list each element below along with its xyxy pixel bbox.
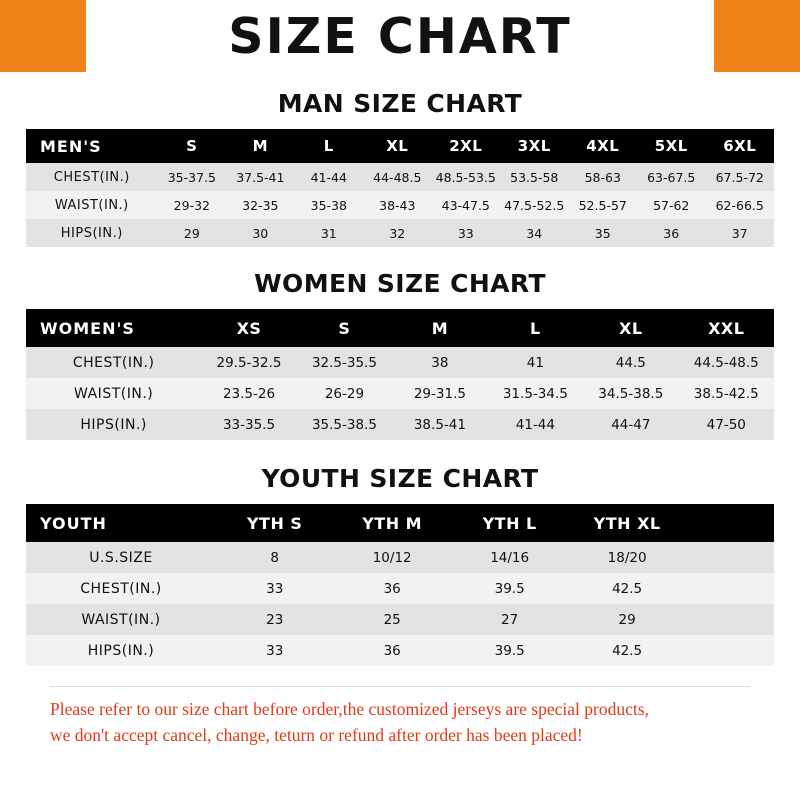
women-chest-xxl: 44.5-48.5: [693, 354, 759, 371]
women-header-m: M: [431, 318, 449, 338]
youth-header-yth-l: YTH L: [482, 513, 537, 533]
women-header-xl: XL: [619, 318, 643, 338]
men-header-2xl: 2XL: [449, 137, 483, 155]
men-table-body: [26, 163, 774, 247]
women-hips-xxl: 47-50: [706, 416, 746, 433]
men-hips-l: 31: [320, 225, 337, 241]
men-hips-3xl: 34: [526, 225, 543, 241]
men-header-label: MEN'S: [40, 136, 102, 156]
header-accent-right: [714, 0, 800, 72]
table-header-row: [26, 504, 774, 542]
youth-ussize-m: 10/12: [372, 549, 412, 566]
men-waist-s: 29-32: [173, 197, 210, 213]
men-waist-2xl: 43-47.5: [441, 197, 490, 213]
men-header-m: M: [252, 137, 269, 155]
men-hips-xl: 32: [389, 225, 406, 241]
youth-chest-m: 36: [383, 580, 401, 597]
youth-header-yth-xl: YTH XL: [593, 513, 661, 533]
women-hips-xs: 33-35.5: [222, 416, 276, 433]
men-header-3xl: 3XL: [517, 137, 551, 155]
men-hips-2xl: 33: [457, 225, 474, 241]
youth-waist-l: 27: [501, 611, 519, 628]
men-hips-6xl: 37: [731, 225, 748, 241]
youth-header-yth-s: YTH S: [246, 513, 303, 533]
men-chest-2xl: 48.5-53.5: [435, 169, 496, 185]
women-table-body: [26, 347, 774, 440]
table-row: [26, 191, 774, 219]
men-hips-s: 29: [183, 225, 200, 241]
content: [0, 72, 800, 800]
youth-row-spacer: [686, 604, 774, 635]
men-waist-5xl: 57-62: [653, 197, 690, 213]
women-waist-m: 29-31.5: [413, 385, 466, 402]
table-row: [26, 604, 774, 635]
women-header-l: L: [530, 318, 541, 338]
women-waist-s: 26-29: [324, 385, 365, 402]
table-row: [26, 163, 774, 191]
page-title: SIZE CHART: [228, 7, 572, 65]
women-chest-l: 41: [526, 354, 544, 371]
men-hips-m: 30: [252, 225, 269, 241]
youth-row-label-hips: HIPS(IN.): [87, 642, 155, 659]
women-chest-m: 38: [431, 354, 449, 371]
table-row: [26, 635, 774, 666]
youth-hips-xl: 42.5: [612, 642, 643, 659]
men-chest-s: 35-37.5: [167, 169, 216, 185]
men-row-label-hips: HIPS(IN.): [60, 225, 123, 241]
youth-chest-l: 39.5: [494, 580, 525, 597]
men-header-s: S: [186, 137, 198, 155]
men-hips-4xl: 35: [594, 225, 611, 241]
men-waist-m: 32-35: [242, 197, 279, 213]
men-waist-xl: 38-43: [379, 197, 416, 213]
men-chest-5xl: 63-67.5: [647, 169, 696, 185]
table-header-row: [26, 129, 774, 163]
men-header-6xl: 6XL: [723, 137, 757, 155]
women-hips-l: 41-44: [515, 416, 555, 433]
youth-waist-s: 23: [266, 611, 284, 628]
footer-divider: [50, 686, 750, 687]
men-chest-l: 41-44: [310, 169, 347, 185]
table-row: [26, 378, 774, 409]
youth-hips-l: 39.5: [494, 642, 525, 659]
youth-row-spacer: [686, 635, 774, 666]
youth-row-spacer: [686, 542, 774, 573]
men-chest-m: 37.5-41: [236, 169, 285, 185]
men-row-label-chest: CHEST(IN.): [53, 169, 130, 185]
men-size-table: [26, 129, 774, 247]
youth-waist-m: 25: [383, 611, 401, 628]
women-waist-xl: 34.5-38.5: [598, 385, 664, 402]
table-row: [26, 573, 774, 604]
youth-chest-s: 33: [266, 580, 284, 597]
youth-hips-m: 36: [383, 642, 401, 659]
women-waist-xxl: 38.5-42.5: [693, 385, 759, 402]
women-row-label-chest: CHEST(IN.): [72, 354, 155, 371]
table-row: [26, 542, 774, 573]
women-header-xs: XS: [236, 318, 262, 338]
men-chest-3xl: 53.5-58: [510, 169, 559, 185]
men-chest-4xl: 58-63: [584, 169, 621, 185]
men-waist-6xl: 62-66.5: [715, 197, 764, 213]
women-hips-s: 35.5-38.5: [311, 416, 377, 433]
women-chest-s: 32.5-35.5: [311, 354, 377, 371]
section-title-women: WOMEN SIZE CHART: [254, 269, 546, 298]
women-hips-m: 38.5-41: [413, 416, 466, 433]
table-row: [26, 409, 774, 440]
men-chest-xl: 44-48.5: [373, 169, 422, 185]
section-title-youth: YOUTH SIZE CHART: [261, 464, 539, 493]
men-hips-5xl: 36: [663, 225, 680, 241]
youth-hips-s: 33: [266, 642, 284, 659]
table-row: [26, 219, 774, 247]
women-row-label-waist: WAIST(IN.): [74, 385, 154, 402]
youth-size-table: [26, 504, 774, 666]
youth-header-spacer: [686, 504, 774, 542]
men-table-header: [26, 129, 774, 163]
youth-row-label-chest: CHEST(IN.): [80, 580, 162, 597]
women-header-label: WOMEN'S: [40, 318, 135, 338]
header-accent-left: [0, 0, 86, 72]
youth-ussize-xl: 18/20: [607, 549, 647, 566]
women-chest-xl: 44.5: [615, 354, 646, 371]
youth-waist-xl: 29: [618, 611, 636, 628]
women-table-header: [26, 309, 774, 347]
women-waist-xs: 23.5-26: [222, 385, 276, 402]
footer-note: [26, 686, 774, 759]
women-chest-xs: 29.5-32.5: [216, 354, 282, 371]
women-row-label-hips: HIPS(IN.): [80, 416, 147, 433]
women-header-xxl: XXL: [708, 318, 745, 338]
youth-header-label: YOUTH: [40, 513, 107, 533]
youth-row-label-ussize: U.S.SIZE: [89, 549, 153, 566]
men-waist-3xl: 47.5-52.5: [504, 197, 565, 213]
women-header-s: S: [338, 318, 351, 338]
table-row: [26, 347, 774, 378]
women-size-table: [26, 309, 774, 440]
header-band: [0, 0, 800, 72]
men-waist-4xl: 52.5-57: [578, 197, 627, 213]
men-header-xl: XL: [386, 137, 409, 155]
youth-table-header: [26, 504, 774, 542]
footer-note-line1: Please refer to our size chart before order,the customized jerseys are special products,: [50, 699, 649, 719]
men-header-l: L: [323, 137, 334, 155]
women-hips-xl: 44-47: [611, 416, 651, 433]
men-chest-6xl: 67.5-72: [715, 169, 764, 185]
youth-row-spacer: [686, 573, 774, 604]
men-row-label-waist: WAIST(IN.): [54, 197, 129, 213]
women-waist-l: 31.5-34.5: [502, 385, 568, 402]
youth-row-label-waist: WAIST(IN.): [81, 611, 161, 628]
men-header-5xl: 5XL: [654, 137, 688, 155]
footer-note-line2: we don't accept cancel, change, teturn or refund after order has been placed!: [50, 725, 583, 746]
youth-chest-xl: 42.5: [612, 580, 643, 597]
men-waist-l: 35-38: [310, 197, 347, 213]
youth-ussize-s: 8: [270, 549, 279, 566]
section-title-men: MAN SIZE CHART: [277, 89, 523, 118]
table-header-row: [26, 309, 774, 347]
youth-header-yth-m: YTH M: [362, 513, 423, 533]
men-header-4xl: 4XL: [586, 137, 620, 155]
youth-ussize-l: 14/16: [490, 549, 530, 566]
youth-table-body: [26, 542, 774, 666]
